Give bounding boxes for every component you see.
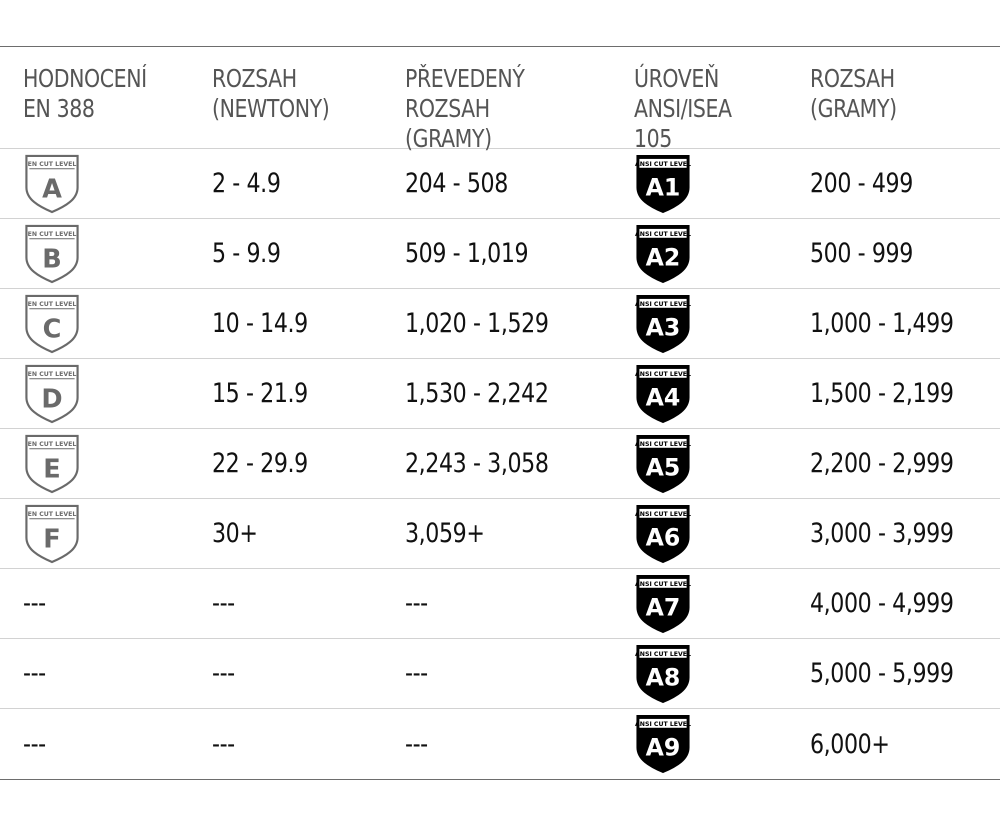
ansi-cut-level-badge-icon bbox=[634, 714, 692, 774]
ansi-level-cell bbox=[634, 709, 804, 779]
en-badge-letter: D bbox=[41, 383, 63, 414]
ansi-badge-level: A5 bbox=[645, 452, 681, 481]
en-badge-letter: A bbox=[42, 173, 62, 204]
ansi-badge-level: A8 bbox=[645, 662, 681, 691]
ansi-cut-level-badge-icon bbox=[634, 434, 692, 494]
en-level-cell bbox=[23, 149, 208, 218]
converted-range-cell: 3,059+ bbox=[405, 518, 485, 549]
table-row bbox=[0, 289, 1000, 359]
table-row bbox=[0, 639, 1000, 709]
ansi-cut-level-badge-icon bbox=[634, 504, 692, 564]
ansi-badge-level: A7 bbox=[645, 592, 681, 621]
range-newtons-cell: 2 - 4.9 bbox=[212, 168, 281, 199]
ansi-cut-level-badge-icon bbox=[634, 294, 692, 354]
ansi-badge-caption: ANSI CUT LEVEL bbox=[635, 510, 691, 518]
en-level-cell: --- bbox=[23, 588, 46, 619]
ansi-badge-caption: ANSI CUT LEVEL bbox=[635, 300, 691, 308]
range-grams-cell: 4,000 - 4,999 bbox=[810, 588, 954, 619]
converted-range-cell: 204 - 508 bbox=[405, 168, 508, 199]
range-grams-cell: 200 - 499 bbox=[810, 168, 913, 199]
converted-range-cell: --- bbox=[405, 588, 428, 619]
ansi-level-cell bbox=[634, 359, 804, 428]
en-badge-letter: E bbox=[43, 453, 61, 484]
header-range-grams: ROZSAH (GRAMY) bbox=[810, 64, 897, 123]
range-newtons-cell: 10 - 14.9 bbox=[212, 308, 308, 339]
range-grams-cell: 1,000 - 1,499 bbox=[810, 308, 954, 339]
en-badge-caption: EN CUT LEVEL bbox=[27, 300, 77, 308]
header-converted-range: PŘEVEDENÝ ROZSAH (GRAMY) bbox=[405, 64, 525, 153]
ansi-level-cell bbox=[634, 429, 804, 498]
range-grams-cell: 5,000 - 5,999 bbox=[810, 658, 954, 689]
range-newtons-cell: --- bbox=[212, 658, 235, 689]
range-grams-cell: 2,200 - 2,999 bbox=[810, 448, 954, 479]
ansi-level-cell bbox=[634, 499, 804, 568]
ansi-cut-level-badge-icon bbox=[634, 224, 692, 284]
ansi-cut-level-badge-icon bbox=[634, 364, 692, 424]
en-cut-level-badge-icon bbox=[23, 224, 81, 284]
header-ansi-level: ÚROVEŇ ANSI/ISEA 105 bbox=[634, 64, 732, 153]
ansi-badge-level: A2 bbox=[645, 242, 681, 271]
ansi-badge-level: A3 bbox=[645, 312, 681, 341]
header-range-newtons: ROZSAH (NEWTONY) bbox=[212, 64, 330, 123]
converted-range-cell: 2,243 - 3,058 bbox=[405, 448, 549, 479]
en-level-cell: --- bbox=[23, 728, 46, 760]
ansi-badge-caption: ANSI CUT LEVEL bbox=[635, 580, 691, 588]
cut-level-table bbox=[0, 46, 1000, 780]
ansi-badge-caption: ANSI CUT LEVEL bbox=[635, 230, 691, 238]
en-cut-level-badge-icon bbox=[23, 154, 81, 214]
table-row bbox=[0, 219, 1000, 289]
en-cut-level-badge-icon bbox=[23, 434, 81, 494]
header-en-rating: HODNOCENÍ EN 388 bbox=[23, 64, 147, 123]
range-newtons-cell: 22 - 29.9 bbox=[212, 448, 308, 479]
en-badge-caption: EN CUT LEVEL bbox=[27, 510, 77, 518]
ansi-level-cell bbox=[634, 219, 804, 288]
ansi-cut-level-badge-icon bbox=[634, 574, 692, 634]
en-cut-level-badge-icon bbox=[23, 504, 81, 564]
en-level-cell bbox=[23, 499, 208, 568]
ansi-badge-caption: ANSI CUT LEVEL bbox=[635, 440, 691, 448]
ansi-badge-caption: ANSI CUT LEVEL bbox=[635, 650, 691, 658]
ansi-badge-caption: ANSI CUT LEVEL bbox=[635, 370, 691, 378]
converted-range-cell: 1,020 - 1,529 bbox=[405, 308, 549, 339]
range-grams-cell: 1,500 - 2,199 bbox=[810, 378, 954, 409]
range-newtons-cell: 15 - 21.9 bbox=[212, 378, 308, 409]
en-level-cell bbox=[23, 219, 208, 288]
range-newtons-cell: 5 - 9.9 bbox=[212, 238, 281, 269]
ansi-level-cell bbox=[634, 569, 804, 638]
converted-range-cell: 1,530 - 2,242 bbox=[405, 378, 549, 409]
en-badge-caption: EN CUT LEVEL bbox=[27, 440, 77, 448]
ansi-badge-caption: ANSI CUT LEVEL bbox=[635, 160, 691, 168]
range-grams-cell: 500 - 999 bbox=[810, 238, 913, 269]
table-row bbox=[0, 709, 1000, 779]
en-badge-letter: B bbox=[42, 243, 62, 274]
converted-range-cell: 509 - 1,019 bbox=[405, 238, 529, 269]
table-row bbox=[0, 429, 1000, 499]
ansi-level-cell bbox=[634, 289, 804, 358]
en-badge-caption: EN CUT LEVEL bbox=[27, 160, 77, 168]
range-newtons-cell: --- bbox=[212, 588, 235, 619]
en-badge-letter: F bbox=[43, 523, 61, 554]
ansi-level-cell bbox=[634, 639, 804, 708]
en-cut-level-badge-icon bbox=[23, 294, 81, 354]
en-level-cell: --- bbox=[23, 658, 46, 689]
ansi-badge-level: A9 bbox=[645, 733, 681, 762]
ansi-badge-level: A6 bbox=[645, 522, 681, 551]
range-grams-cell: 3,000 - 3,999 bbox=[810, 518, 954, 549]
table-row bbox=[0, 359, 1000, 429]
ansi-level-cell bbox=[634, 149, 804, 218]
range-newtons-cell: 30+ bbox=[212, 518, 258, 549]
en-cut-level-badge-icon bbox=[23, 364, 81, 424]
en-badge-caption: EN CUT LEVEL bbox=[27, 370, 77, 378]
en-badge-letter: C bbox=[42, 313, 62, 344]
ansi-badge-level: A4 bbox=[645, 382, 681, 411]
table-row bbox=[0, 149, 1000, 219]
en-badge-caption: EN CUT LEVEL bbox=[27, 230, 77, 238]
en-level-cell bbox=[23, 289, 208, 358]
range-grams-cell: 6,000+ bbox=[810, 728, 890, 760]
table-row bbox=[0, 569, 1000, 639]
table-body bbox=[0, 149, 1000, 779]
range-newtons-cell: --- bbox=[212, 728, 235, 760]
ansi-badge-level: A1 bbox=[645, 172, 681, 201]
converted-range-cell: --- bbox=[405, 728, 428, 760]
en-level-cell bbox=[23, 429, 208, 498]
ansi-cut-level-badge-icon bbox=[634, 644, 692, 704]
ansi-cut-level-badge-icon bbox=[634, 154, 692, 214]
ansi-badge-caption: ANSI CUT LEVEL bbox=[635, 720, 691, 728]
en-level-cell bbox=[23, 359, 208, 428]
table-header-row bbox=[0, 47, 1000, 153]
converted-range-cell: --- bbox=[405, 658, 428, 689]
table-row bbox=[0, 499, 1000, 569]
